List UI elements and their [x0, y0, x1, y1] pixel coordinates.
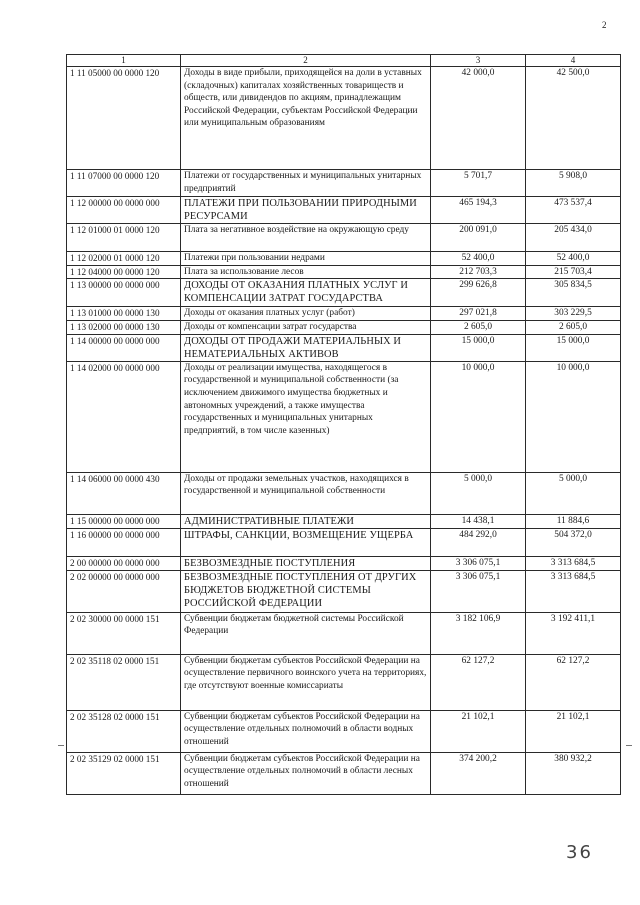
table-header-row: [67, 55, 621, 67]
code-cell: 1 12 01000 01 0000 120: [67, 224, 181, 252]
name-cell: Доходы от компенсации затрат государства: [181, 321, 431, 335]
value-year-1-cell: 5 000,0: [431, 472, 526, 514]
table-row: [67, 472, 621, 514]
name-cell: Субвенции бюджетам субъектов Российской Федерации на осуществление отдельных полномочий в области лесных отношений: [181, 752, 431, 794]
name-cell: Платежи от государственных и муниципальных унитарных предприятий: [181, 170, 431, 197]
header-col-3: 3: [431, 55, 526, 67]
name-cell: АДМИНИСТРАТИВНЫЕ ПЛАТЕЖИ: [181, 514, 431, 528]
code-cell: 1 12 02000 01 0000 120: [67, 252, 181, 266]
margin-mark-left: [58, 745, 64, 746]
name-cell: ПЛАТЕЖИ ПРИ ПОЛЬЗОВАНИИ ПРИРОДНЫМИ РЕСУРСАМИ: [181, 197, 431, 224]
table-row: [67, 197, 621, 224]
header-col-2: 2: [181, 55, 431, 67]
name-cell: Плата за негативное воздействие на окружающую среду: [181, 224, 431, 252]
header-col-1: 1: [67, 55, 181, 67]
value-year-1-cell: 3 306 075,1: [431, 570, 526, 612]
value-year-1-cell: 42 000,0: [431, 67, 526, 170]
table-row: [67, 279, 621, 307]
value-year-2-cell: 205 434,0: [526, 224, 621, 252]
value-year-2-cell: 42 500,0: [526, 67, 621, 170]
code-cell: 2 02 35118 02 0000 151: [67, 654, 181, 710]
value-year-1-cell: 297 021,8: [431, 307, 526, 321]
name-cell: Доходы от реализации имущества, находящегося в государственной и муниципальной собственности (за исключением движимого имущества бюджетных и автономных учреждений, а также имущества государственных и муниципальных унитарных предприятий, в том числе казенных): [181, 361, 431, 472]
name-cell: Доходы в виде прибыли, приходящейся на доли в уставных (складочных) капиталах хозяйственных товариществ и обществ, или дивидендов по акциям, принадлежащим Российской Федерации, субъектам Российской Федерации или муниципальным образованиям: [181, 67, 431, 170]
value-year-1-cell: 299 626,8: [431, 279, 526, 307]
revenue-table: [66, 54, 621, 795]
value-year-2-cell: 3 313 684,5: [526, 570, 621, 612]
table-row: [67, 556, 621, 570]
name-cell: Субвенции бюджетам субъектов Российской Федерации на осуществление первичного воинского учета на территориях, где отсутствуют военные комиссариаты: [181, 654, 431, 710]
name-cell: БЕЗВОЗМЕЗДНЫЕ ПОСТУПЛЕНИЯ: [181, 556, 431, 570]
table-row: [67, 307, 621, 321]
value-year-1-cell: 52 400,0: [431, 252, 526, 266]
value-year-1-cell: 2 605,0: [431, 321, 526, 335]
name-cell: Субвенции бюджетам бюджетной системы Российской Федерации: [181, 612, 431, 654]
table-row: [67, 654, 621, 710]
value-year-2-cell: 62 127,2: [526, 654, 621, 710]
value-year-2-cell: 3 192 411,1: [526, 612, 621, 654]
value-year-1-cell: 374 200,2: [431, 752, 526, 794]
code-cell: 2 02 35129 02 0000 151: [67, 752, 181, 794]
code-cell: 1 15 00000 00 0000 000: [67, 514, 181, 528]
table-row: [67, 361, 621, 472]
name-cell: БЕЗВОЗМЕЗДНЫЕ ПОСТУПЛЕНИЯ ОТ ДРУГИХ БЮДЖЕТОВ БЮДЖЕТНОЙ СИСТЕМЫ РОССИЙСКОЙ ФЕДЕРАЦИИ: [181, 570, 431, 612]
code-cell: 1 14 02000 00 0000 000: [67, 361, 181, 472]
name-cell: Субвенции бюджетам субъектов Российской Федерации на осуществление отдельных полномочий в области водных отношений: [181, 710, 431, 752]
code-cell: 2 00 00000 00 0000 000: [67, 556, 181, 570]
value-year-1-cell: 200 091,0: [431, 224, 526, 252]
value-year-1-cell: 21 102,1: [431, 710, 526, 752]
table-row: [67, 334, 621, 361]
code-cell: 1 12 00000 00 0000 000: [67, 197, 181, 224]
table-row: [67, 752, 621, 794]
value-year-2-cell: 52 400,0: [526, 252, 621, 266]
name-cell: Доходы от оказания платных услуг (работ): [181, 307, 431, 321]
value-year-1-cell: 62 127,2: [431, 654, 526, 710]
code-cell: 1 14 06000 00 0000 430: [67, 472, 181, 514]
table-row: [67, 570, 621, 612]
code-cell: 1 13 00000 00 0000 000: [67, 279, 181, 307]
value-year-2-cell: 15 000,0: [526, 334, 621, 361]
value-year-2-cell: 473 537,4: [526, 197, 621, 224]
page-number: 2: [602, 20, 607, 30]
value-year-1-cell: 3 306 075,1: [431, 556, 526, 570]
code-cell: 1 13 02000 00 0000 130: [67, 321, 181, 335]
value-year-2-cell: 2 605,0: [526, 321, 621, 335]
value-year-2-cell: 3 313 684,5: [526, 556, 621, 570]
table-row: [67, 252, 621, 266]
code-cell: 1 11 05000 00 0000 120: [67, 67, 181, 170]
name-cell: Платежи при пользовании недрами: [181, 252, 431, 266]
value-year-1-cell: 14 438,1: [431, 514, 526, 528]
value-year-1-cell: 5 701,7: [431, 170, 526, 197]
table-row: [67, 224, 621, 252]
header-col-4: 4: [526, 55, 621, 67]
table-row: [67, 612, 621, 654]
table-row: [67, 170, 621, 197]
value-year-1-cell: 15 000,0: [431, 334, 526, 361]
table-row: [67, 528, 621, 556]
value-year-2-cell: 305 834,5: [526, 279, 621, 307]
name-cell: Плата за использование лесов: [181, 265, 431, 279]
handwritten-sheet-number: 36: [566, 842, 593, 863]
table-row: [67, 265, 621, 279]
value-year-2-cell: 215 703,4: [526, 265, 621, 279]
name-cell: ДОХОДЫ ОТ ОКАЗАНИЯ ПЛАТНЫХ УСЛУГ И КОМПЕНСАЦИИ ЗАТРАТ ГОСУДАРСТВА: [181, 279, 431, 307]
value-year-2-cell: 21 102,1: [526, 710, 621, 752]
value-year-2-cell: 380 932,2: [526, 752, 621, 794]
value-year-2-cell: 10 000,0: [526, 361, 621, 472]
table-row: [67, 710, 621, 752]
value-year-1-cell: 465 194,3: [431, 197, 526, 224]
name-cell: ДОХОДЫ ОТ ПРОДАЖИ МАТЕРИАЛЬНЫХ И НЕМАТЕРИАЛЬНЫХ АКТИВОВ: [181, 334, 431, 361]
table-row: [67, 67, 621, 170]
value-year-2-cell: 5 908,0: [526, 170, 621, 197]
code-cell: 1 14 00000 00 0000 000: [67, 334, 181, 361]
code-cell: 2 02 00000 00 0000 000: [67, 570, 181, 612]
code-cell: 2 02 30000 00 0000 151: [67, 612, 181, 654]
value-year-2-cell: 5 000,0: [526, 472, 621, 514]
code-cell: 2 02 35128 02 0000 151: [67, 710, 181, 752]
value-year-2-cell: 11 884,6: [526, 514, 621, 528]
value-year-1-cell: 484 292,0: [431, 528, 526, 556]
revenue-table-container: [66, 54, 620, 795]
name-cell: ШТРАФЫ, САНКЦИИ, ВОЗМЕЩЕНИЕ УЩЕРБА: [181, 528, 431, 556]
value-year-1-cell: 3 182 106,9: [431, 612, 526, 654]
code-cell: 1 12 04000 00 0000 120: [67, 265, 181, 279]
code-cell: 1 13 01000 00 0000 130: [67, 307, 181, 321]
value-year-2-cell: 504 372,0: [526, 528, 621, 556]
table-row: [67, 514, 621, 528]
code-cell: 1 11 07000 00 0000 120: [67, 170, 181, 197]
table-row: [67, 321, 621, 335]
code-cell: 1 16 00000 00 0000 000: [67, 528, 181, 556]
table-body: [67, 67, 621, 795]
value-year-1-cell: 10 000,0: [431, 361, 526, 472]
name-cell: Доходы от продажи земельных участков, находящихся в государственной и муниципальной собственности: [181, 472, 431, 514]
margin-mark-right: [626, 745, 632, 746]
value-year-2-cell: 303 229,5: [526, 307, 621, 321]
value-year-1-cell: 212 703,3: [431, 265, 526, 279]
